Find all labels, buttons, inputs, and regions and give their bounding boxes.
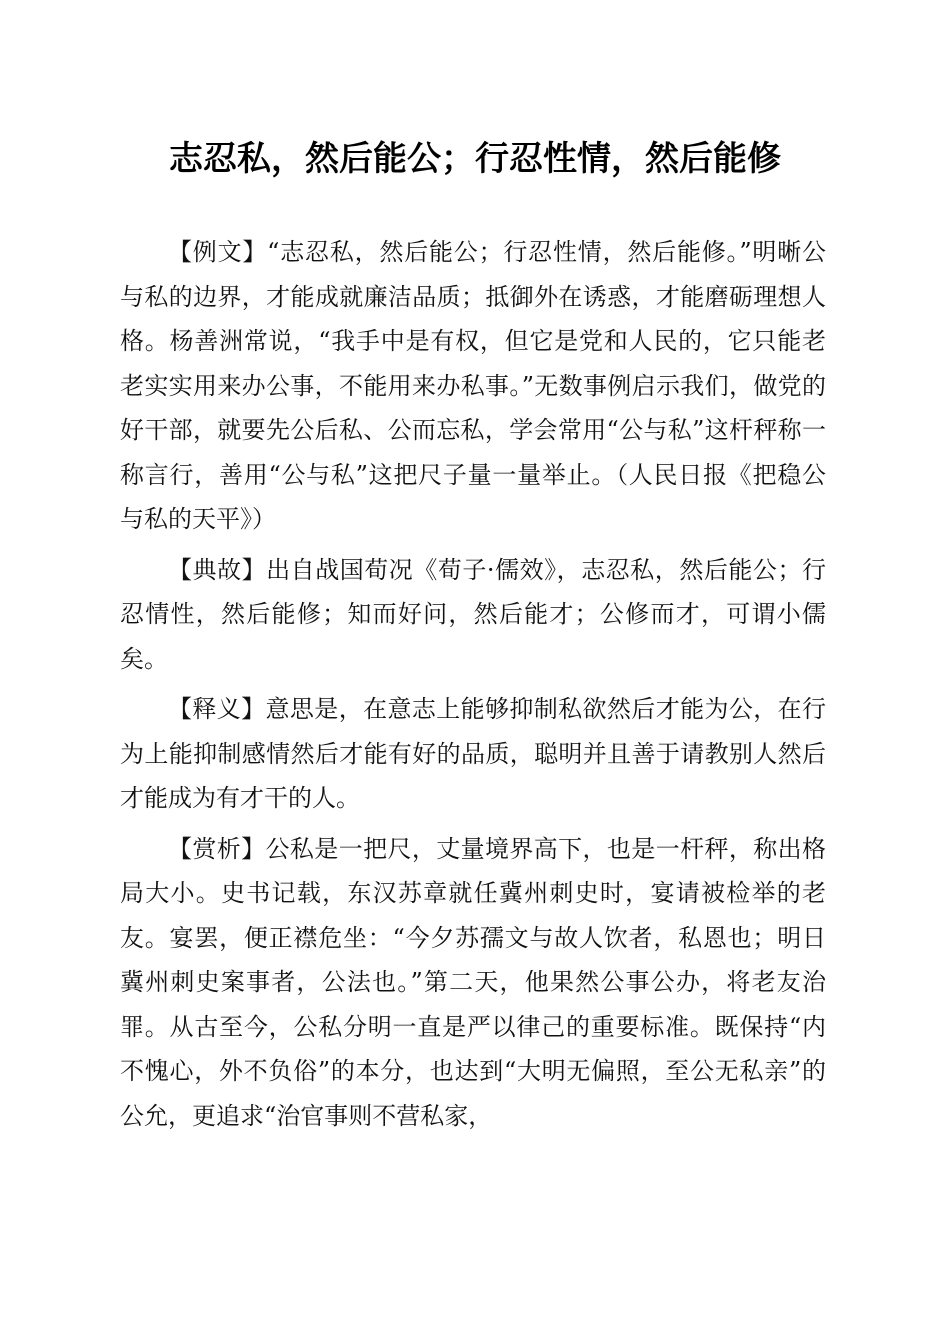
page-title: 志忍私，然后能公；行忍性情，然后能修: [169, 139, 781, 179]
paragraph-example: 【例文】“志忍私，然后能公；行忍性情，然后能修。”明晰公与私的边界，才能成就廉洁品质；抵御外在诱惑，才能磨砺理想人格。杨善洲常说，“我手中是有权，但它是党和人民的，它只能老老实实用来办公事，不能用来办私事。”无数事例启示我们，做党的好干部，就要先公后私、公而忘私，学会常用“公与私”这杆秤称一称言行，善用“公与私”这把尺子量一量举止。（人民日报《把稳公与私的天平》）: [120, 238, 826, 533]
paragraph-appreciation: 【赏析】公私是一把尺，丈量境界高下，也是一杆秤，称出格局大小。史书记载，东汉苏章就任冀州刺史时，宴请被检举的老友。宴罢，便正襟危坐：“今夕苏孺文与故人饮者，私恩也；明日冀州刺史案事者，公法也。”第二天，他果然公事公办，将老友治罪。从古至今，公私分明一直是严以律己的重要标准。既保持“内不愧心，外不负俗”的本分，也达到“大明无偏照，至公无私亲”的公允，更追求“治官事则不营私家，: [120, 834, 826, 1130]
paragraph-meaning: 【释义】意思是，在意志上能够抑制私欲然后才能为公，在行为上能抑制感情然后才能有好的品质，聪明并且善于请教别人然后才能成为有才干的人。: [120, 695, 826, 812]
paragraph-allusion: 【典故】出自战国荀况《荀子·儒效》，志忍私，然后能公；行忍情性，然后能修；知而好问，然后能才；公修而才，可谓小儒矣。: [120, 555, 826, 673]
document-body: [120, 230, 826, 1144]
